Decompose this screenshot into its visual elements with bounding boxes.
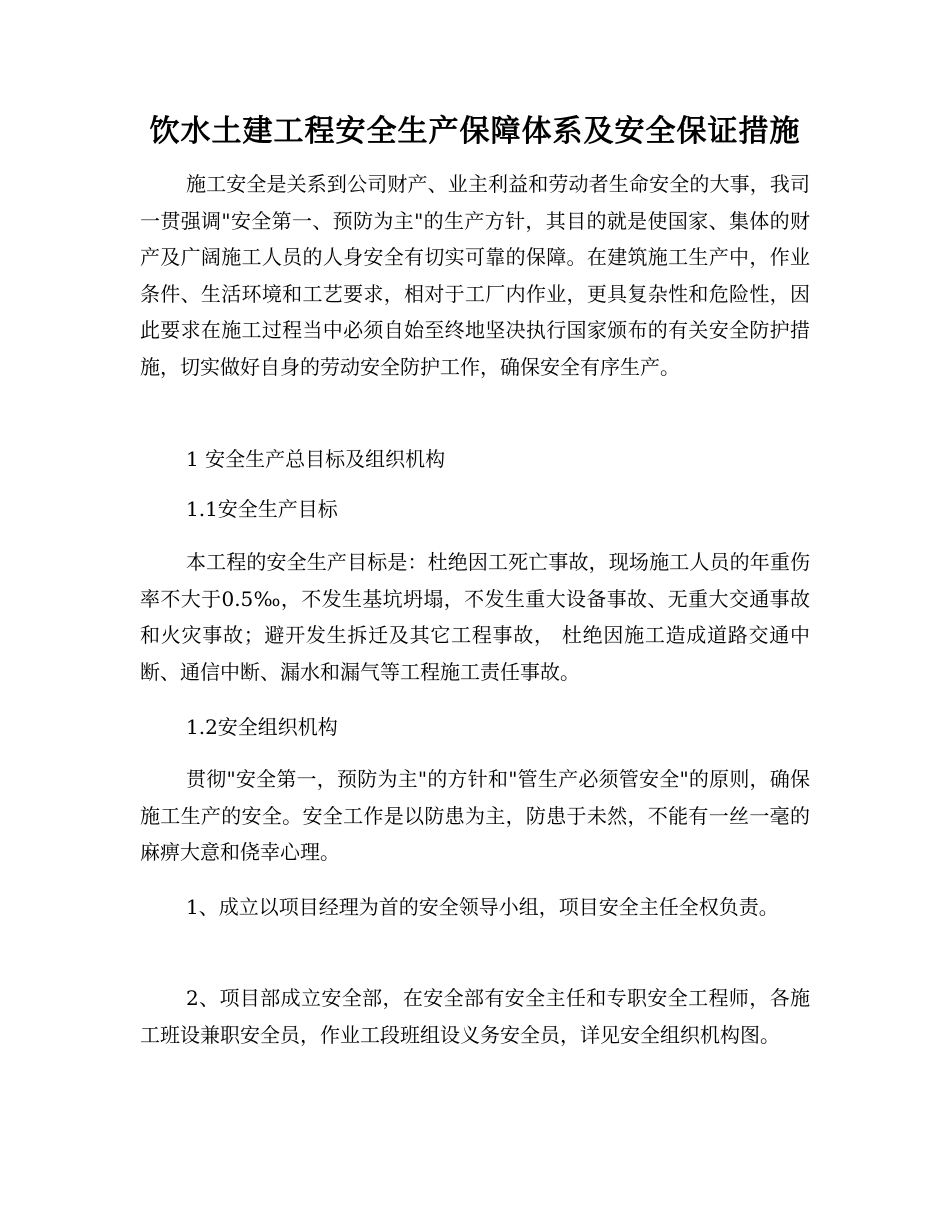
list-item-2: 2、项目部成立安全部，在安全部有安全主任和专职安全工程师，各施工班设兼职安全员，作业工段班组设义务安全员，详见安全组织机构图。 — [140, 986, 810, 1047]
section-1-1-heading: 1.1安全生产目标 — [186, 497, 338, 521]
intro-paragraph: 施工安全是关系到公司财产、业主利益和劳动者生命安全的大事，我司一贯强调"安全第一、预防为主"的生产方针，其目的就是使国家、集体的财产及广阔施工人员的人身安全有切实可靠的保障。在建筑施工生产中，作业条件、生活环境和工艺要求，相对于工厂内作业，更具复杂性和危险性，因此要求在施工过程当中必须自始至终地坚决执行国家颁布的有关安全防护措施，切实做好自身的劳动安全防护工作，确保安全有序生产。 — [140, 172, 810, 379]
section-1-1-paragraph: 本工程的安全生产目标是：杜绝因工死亡事故，现场施工人员的年重伤率不大于0.5‰，不发生基坑坍塌，不发生重大设备事故、无重大交通事故和火灾事故；避开发生拆迁及其它工程事故， 杜绝因施工造成道路交通中断、通信中断、漏水和漏气等工程施工责任事故。 — [140, 550, 810, 684]
section-1-2-heading: 1.2安全组织机构 — [186, 715, 338, 739]
section-1-2-paragraph: 贯彻"安全第一，预防为主"的方针和"管生产必须管安全"的原则，确保施工生产的安全。安全工作是以防患为主，防患于未然，不能有一丝一毫的麻痹大意和侥幸心理。 — [140, 767, 810, 864]
list-item-1: 1、成立以项目经理为首的安全领导小组，项目安全主任全权负责。 — [186, 895, 779, 919]
section-1-heading: 1 安全生产总目标及组织机构 — [186, 447, 446, 471]
document-title: 饮水土建工程安全生产保障体系及安全保证措施 — [149, 114, 801, 149]
